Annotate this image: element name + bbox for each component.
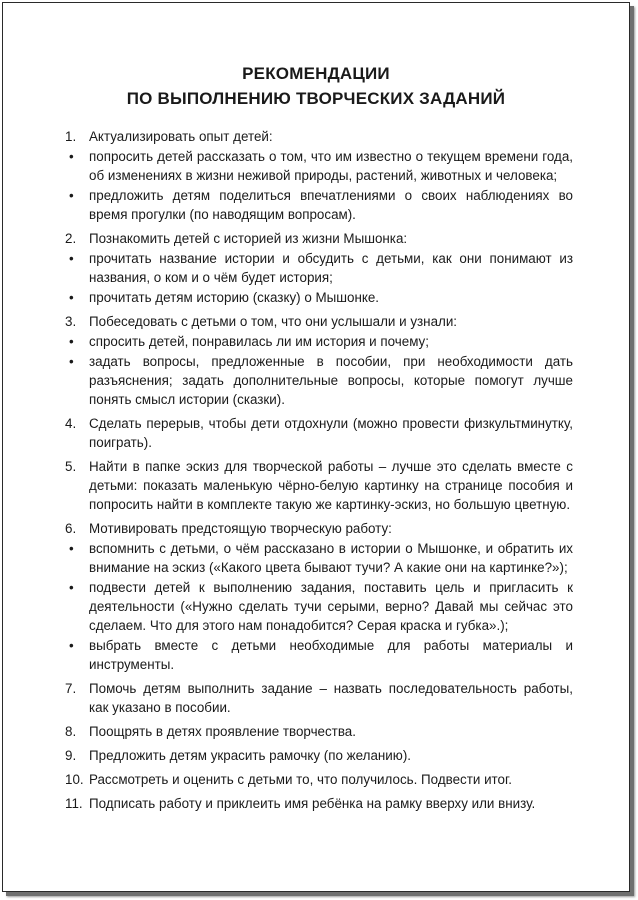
item-number: 6. [65,521,77,536]
item-text: Мотивировать предстоящую творческую работу: [89,521,392,536]
item-text: Подписать работу и приклеить имя ребёнка на рамку вверху или внизу. [89,796,536,811]
item-number: 2. [65,231,77,246]
title-line-1: РЕКОМЕНДАЦИИ [242,64,390,83]
item-text: спросить детей, понравилась ли им история и почему; [89,334,429,349]
item-number: 1. [65,129,77,144]
list-item [65,770,573,789]
list-item [65,636,573,674]
bullet-icon: • [69,290,74,305]
list-item [65,578,573,635]
item-text: Сделать перерыв, чтобы дети отдохнули (можно провести физкультминутку, поиграть). [89,416,573,450]
item-text: предложить детям поделиться впечатлениями о своих наблюдениях во время прогулки (по наводящим вопросам). [89,188,573,222]
item-text: прочитать детям историю (сказку) о Мышонке. [89,290,380,305]
item-text: попросить детей рассказать о том, что им известно о текущем времени года, об изменениях в жизни неживой природы, растений, животных и человека; [89,149,573,183]
item-text: Актуализировать опыт детей: [89,129,273,144]
item-number: 8. [65,724,77,739]
page-title [3,61,629,111]
item-number: 9. [65,748,77,763]
list-item [65,147,573,185]
list-item [65,722,573,741]
item-text: Помочь детям выполнить задание – назвать последовательность работы, как указано в пособии. [89,681,573,715]
item-text: Побеседовать с детьми о том, что они услышали и узнали: [89,314,458,329]
item-number: 7. [65,681,77,696]
list-item [65,312,573,331]
list-item [65,186,573,224]
bullet-icon: • [69,334,74,349]
item-text: Поощрять в детях проявление творчества. [89,724,356,739]
bullet-icon: • [69,638,74,653]
item-text: подвести детей к выполнению задания, поставить цель и пригласить к деятельности («Нужно сделать тучи серыми, верно? Давай мы сейчас это сделаем. Что для этого нам понадобится? Серая краска и губка».); [89,580,573,633]
item-text: Познакомить детей с историей из жизни Мышонка: [89,231,408,246]
list-item [65,352,573,409]
item-text: прочитать название истории и обсудить с детьми, как они понимают из названия, о ком и о чём будет история; [89,251,573,285]
bullet-icon: • [69,149,74,164]
document-page [2,2,630,892]
item-text: задать вопросы, предложенные в пособии, при необходимости дать разъяснения; задать дополнительные вопросы, которые помогут лучше понять смысл истории (сказки). [89,354,573,407]
bullet-icon: • [69,580,74,595]
list-item [65,414,573,452]
item-number: 5. [65,459,77,474]
list-item [65,746,573,765]
item-number: 11. [65,796,83,811]
list-item [65,127,573,146]
list-item [65,519,573,538]
list-item [65,249,573,287]
bullet-icon: • [69,541,74,556]
item-number: 4. [65,416,77,431]
list-item [65,229,573,248]
item-number: 10. [65,772,84,787]
item-text: вспомнить с детьми, о чём рассказано в истории о Мышонке, и обратить их внимание на эскиз («Какого цвета бывают тучи? А какие они на картинке?»); [89,541,573,575]
item-text: Предложить детям украсить рамочку (по желанию). [89,748,411,763]
bullet-icon: • [69,354,74,369]
list-item [65,679,573,717]
list-item [65,539,573,577]
list-item [65,332,573,351]
bullet-icon: • [69,188,74,203]
title-line-2: ПО ВЫПОЛНЕНИЮ ТВОРЧЕСКИХ ЗАДАНИЙ [126,89,506,108]
list-item [65,457,573,514]
item-text: выбрать вместе с детьми необходимые для работы материалы и инструменты. [89,638,573,672]
item-number: 3. [65,314,77,329]
list-item [65,288,573,307]
item-text: Рассмотреть и оценить с детьми то, что получилось. Подвести итог. [89,772,512,787]
list-item [65,794,573,813]
recommendations-list [65,127,573,813]
item-text: Найти в папке эскиз для творческой работы – лучше это сделать вместе с детьми: показать маленькую чёрно-белую картинку на странице пособия и попросить найти в комплекте такую же картинку-эскиз, но большую цветную. [89,459,573,512]
bullet-icon: • [69,251,74,266]
